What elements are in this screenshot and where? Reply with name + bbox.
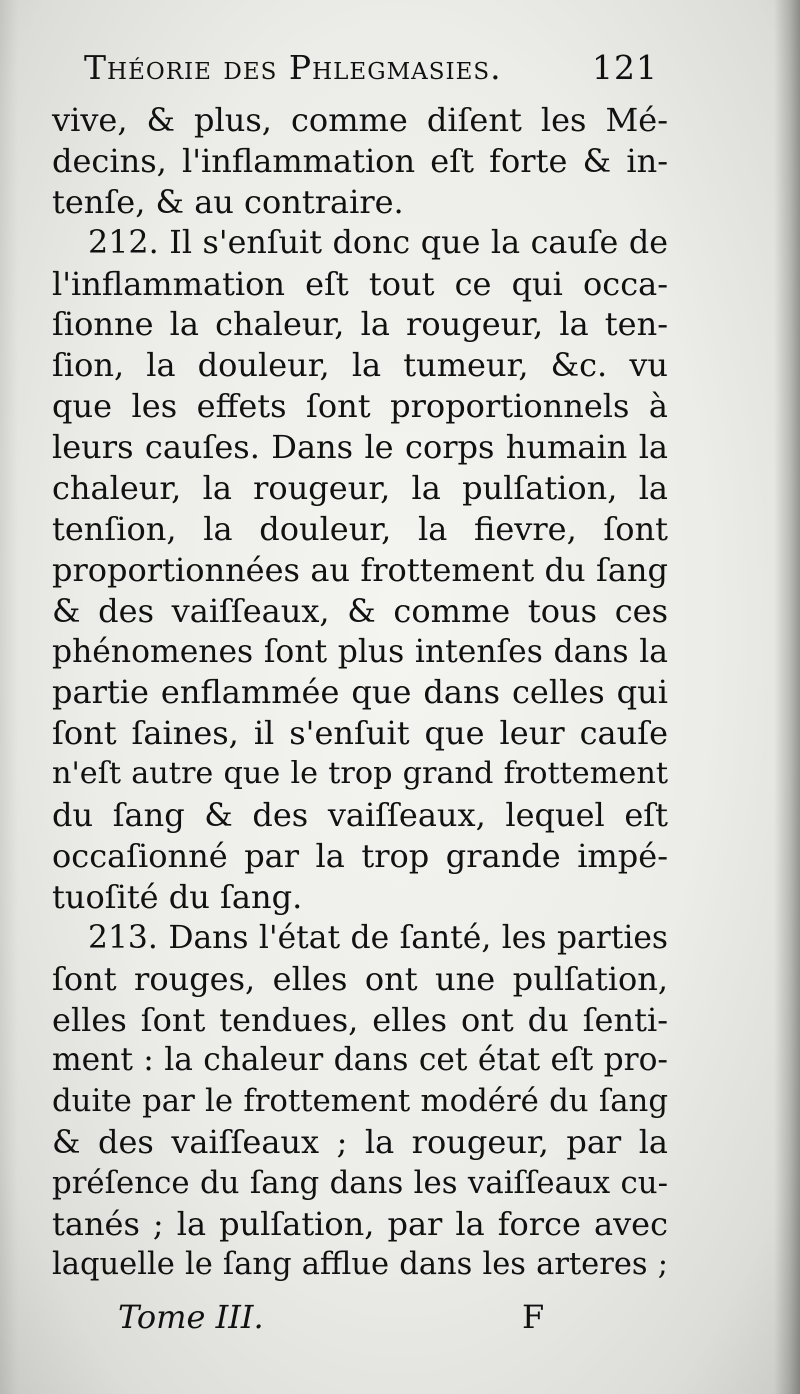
page-footer <box>118 1298 558 1342</box>
text-line: que les effets ſont proportionnels à <box>52 387 668 426</box>
text-line: l'inflammation eſt tout ce qui occa- <box>52 264 668 303</box>
text-line: tenſion, la douleur, la fievre, ſont <box>52 509 668 548</box>
text-line: decins, l'inflammation eſt forte & in- <box>52 141 668 180</box>
text-line: tanés ; la pulſation, par la force avec <box>52 1205 668 1244</box>
text-line: leurs cauſes. Dans le corps humain la <box>52 428 668 467</box>
page-edge-shadow <box>774 0 800 1394</box>
text-line: ment : la chaleur dans cet état eſt pro- <box>52 1042 668 1079</box>
text-line: n'eſt autre que le trop grand frottement <box>52 756 668 792</box>
text-line: ſont ſaines, il s'enſuit que leur cauſe <box>52 714 668 753</box>
text-line: ſont rouges, elles ont une pulſation, <box>52 959 668 998</box>
page-gutter-shadow <box>0 0 18 1394</box>
text-line: chaleur, la rougeur, la pulſation, la <box>52 469 668 508</box>
running-header <box>84 48 658 98</box>
text-line: & des vaiſſeaux, & comme tous ces <box>52 591 668 630</box>
text-line: 212. Il s'enſuit donc que la cauſe de <box>88 224 668 261</box>
text-line: ſionne la chaleur, la rougeur, la ten- <box>52 305 668 344</box>
text-line: partie enflammée que dans celles qui <box>52 673 668 712</box>
text-line: 213. Dans l'état de ſanté, les parties <box>88 919 668 956</box>
text-line: du ſang & des vaiſſeaux, lequel eſt <box>52 796 668 835</box>
signature-mark: F <box>522 1298 545 1336</box>
volume-label: Tome III. <box>118 1298 264 1336</box>
text-line: elles ſont tendues, elles ont du ſenti- <box>52 1000 668 1039</box>
text-line: laquelle le ſang afflue dans les arteres ; <box>52 1246 668 1282</box>
text-line: tuoſité du ſang. <box>52 877 303 916</box>
body-text <box>52 100 668 1286</box>
page-number: 121 <box>592 48 658 87</box>
text-line: phénomenes ſont plus intenſes dans la <box>52 633 668 670</box>
text-line: ſion, la douleur, la tumeur, &c. vu <box>52 346 668 385</box>
text-line: duite par le frottement modéré du ſang <box>52 1083 668 1120</box>
text-line: proportionnées au frottement du ſang <box>52 550 668 589</box>
text-line: vive, & plus, comme diſent les Mé- <box>52 101 668 139</box>
running-title: Théorie des Phlegmasies. <box>84 48 502 87</box>
text-line: préſence du ſang dans les vaiſſeaux cu- <box>52 1165 668 1202</box>
text-line: occaſionné par la trop grande impé- <box>52 837 668 876</box>
text-line: & des vaiſſeaux ; la rougeur, par la <box>52 1123 668 1162</box>
text-line: tenſe, & au contraire. <box>52 182 404 221</box>
